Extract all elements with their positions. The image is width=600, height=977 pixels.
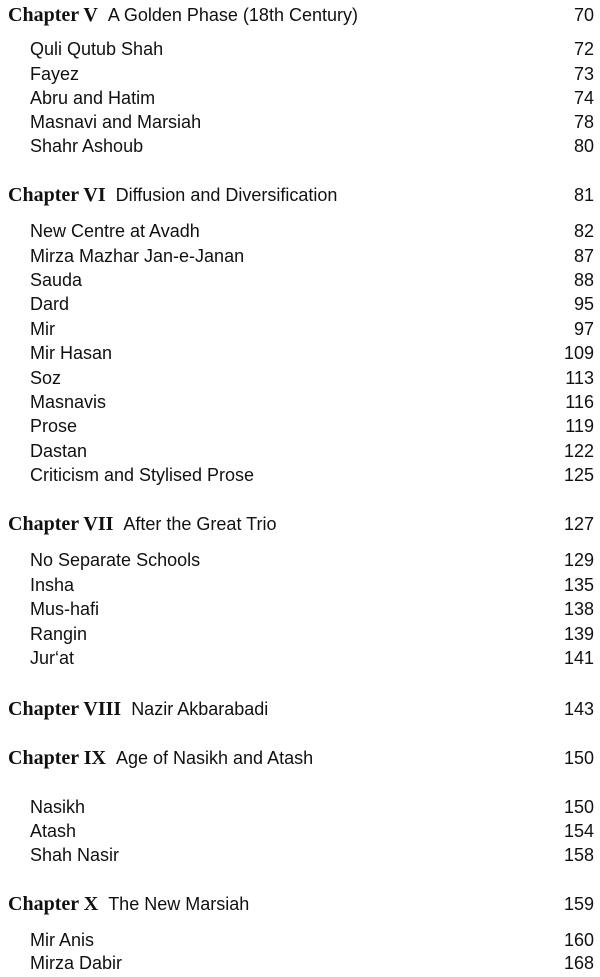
chapter-heading — [0, 696, 600, 722]
page-number: 135 — [563, 575, 594, 595]
chapter-page-number: 143 — [563, 699, 594, 719]
page-number: 113 — [565, 368, 594, 388]
section-title: Prose — [30, 416, 78, 436]
chapter-label: Chapter VI Diffusion and Diversification — [8, 184, 338, 206]
section-title: New Centre at Avadh — [30, 221, 200, 241]
toc-entry — [0, 365, 600, 391]
page-number: 88 — [573, 270, 594, 290]
page-number: 129 — [563, 550, 594, 570]
toc-entry — [0, 389, 600, 415]
section-title: Fayez — [30, 64, 80, 84]
toc-entry — [0, 950, 600, 976]
section-title: Mirza Mazhar Jan-e-Janan — [30, 246, 245, 266]
chapter-heading — [0, 182, 600, 208]
chapter-title: A Golden Phase (18th Century) — [107, 5, 358, 25]
chapter-label: Chapter X The New Marsiah — [8, 893, 250, 915]
toc-entry — [0, 218, 600, 244]
chapter-title: The New Marsiah — [108, 894, 250, 914]
page-number: 87 — [573, 246, 594, 266]
chapter-page-number: 127 — [563, 514, 594, 534]
toc-entry — [0, 438, 600, 464]
section-title: Shah Nasir — [30, 845, 120, 865]
toc-entry — [0, 572, 600, 598]
toc-entry — [0, 413, 600, 439]
chapter-heading — [0, 891, 600, 917]
chapter-label: Chapter VIII Nazir Akbarabadi — [8, 698, 269, 720]
section-title: Jur‘at — [30, 648, 75, 668]
chapter-heading — [0, 745, 600, 771]
section-title: Mir Anis — [30, 930, 95, 950]
page-number: 125 — [563, 465, 594, 485]
toc-entry — [0, 818, 600, 844]
chapter-title: After the Great Trio — [123, 514, 277, 534]
section-title: Nasikh — [30, 797, 86, 817]
section-title: Atash — [30, 821, 77, 841]
toc-entry — [0, 340, 600, 366]
page-number: 82 — [573, 221, 594, 241]
page-number: 80 — [573, 136, 594, 156]
page-number: 78 — [573, 112, 594, 132]
section-title: Soz — [30, 368, 62, 388]
toc-entry — [0, 267, 600, 293]
toc-entry — [0, 36, 600, 62]
toc-entry — [0, 243, 600, 269]
page-number: 168 — [563, 953, 594, 973]
section-title: Sauda — [30, 270, 83, 290]
page-number: 160 — [563, 930, 594, 950]
page-number: 74 — [573, 88, 594, 108]
toc-entry — [0, 291, 600, 317]
toc-entry — [0, 133, 600, 159]
section-title: Dastan — [30, 441, 88, 461]
page-number: 116 — [565, 392, 594, 412]
chapter-title: Diffusion and Diversification — [115, 185, 338, 205]
page-number: 154 — [563, 821, 594, 841]
chapter-title: Nazir Akbarabadi — [131, 699, 269, 719]
toc-entry — [0, 61, 600, 87]
page-number: 97 — [573, 319, 594, 339]
section-title: Mus-hafi — [30, 599, 100, 619]
section-title: Mir — [30, 319, 55, 339]
page-number: 109 — [563, 343, 594, 363]
toc-entry — [0, 109, 600, 135]
section-title: Shahr Ashoub — [30, 136, 144, 156]
section-title: Mir Hasan — [30, 343, 113, 363]
toc-entry — [0, 645, 600, 671]
section-title: Rangin — [30, 624, 88, 644]
chapter-title: Age of Nasikh and Atash — [115, 748, 314, 768]
section-title: Masnavis — [30, 392, 107, 412]
section-title: Criticism and Stylised Prose — [30, 465, 255, 485]
section-title: Insha — [30, 575, 75, 595]
chapter-label: Chapter VII After the Great Trio — [8, 513, 277, 535]
page-number: 139 — [563, 624, 594, 644]
section-title: Mirza Dabir — [30, 953, 123, 973]
chapter-heading — [0, 2, 600, 28]
toc-entry — [0, 596, 600, 622]
page-number: 122 — [563, 441, 594, 461]
toc-entry — [0, 316, 600, 342]
chapter-page-number: 150 — [563, 748, 594, 768]
chapter-page-number: 81 — [573, 185, 594, 205]
toc-entry — [0, 547, 600, 573]
page-number: 95 — [573, 294, 594, 314]
page-number: 158 — [563, 845, 594, 865]
section-title: Masnavi and Marsiah — [30, 112, 202, 132]
page-number: 150 — [563, 797, 594, 817]
page-number: 141 — [563, 648, 594, 668]
page-number: 73 — [573, 64, 594, 84]
section-title: No Separate Schools — [30, 550, 201, 570]
toc-entry — [0, 621, 600, 647]
chapter-page-number: 159 — [563, 894, 594, 914]
chapter-label: Chapter IX Age of Nasikh and Atash — [8, 747, 314, 769]
section-title: Dard — [30, 294, 70, 314]
toc-entry — [0, 85, 600, 111]
toc-entry — [0, 462, 600, 488]
chapter-label: Chapter V A Golden Phase (18th Century) — [8, 4, 358, 26]
page-number: 119 — [565, 416, 594, 436]
section-title: Quli Qutub Shah — [30, 39, 164, 59]
page-number: 138 — [563, 599, 594, 619]
section-title: Abru and Hatim — [30, 88, 156, 108]
toc-entry — [0, 794, 600, 820]
page-number: 72 — [573, 39, 594, 59]
chapter-page-number: 70 — [573, 5, 594, 25]
toc-entry — [0, 842, 600, 868]
chapter-heading — [0, 511, 600, 537]
